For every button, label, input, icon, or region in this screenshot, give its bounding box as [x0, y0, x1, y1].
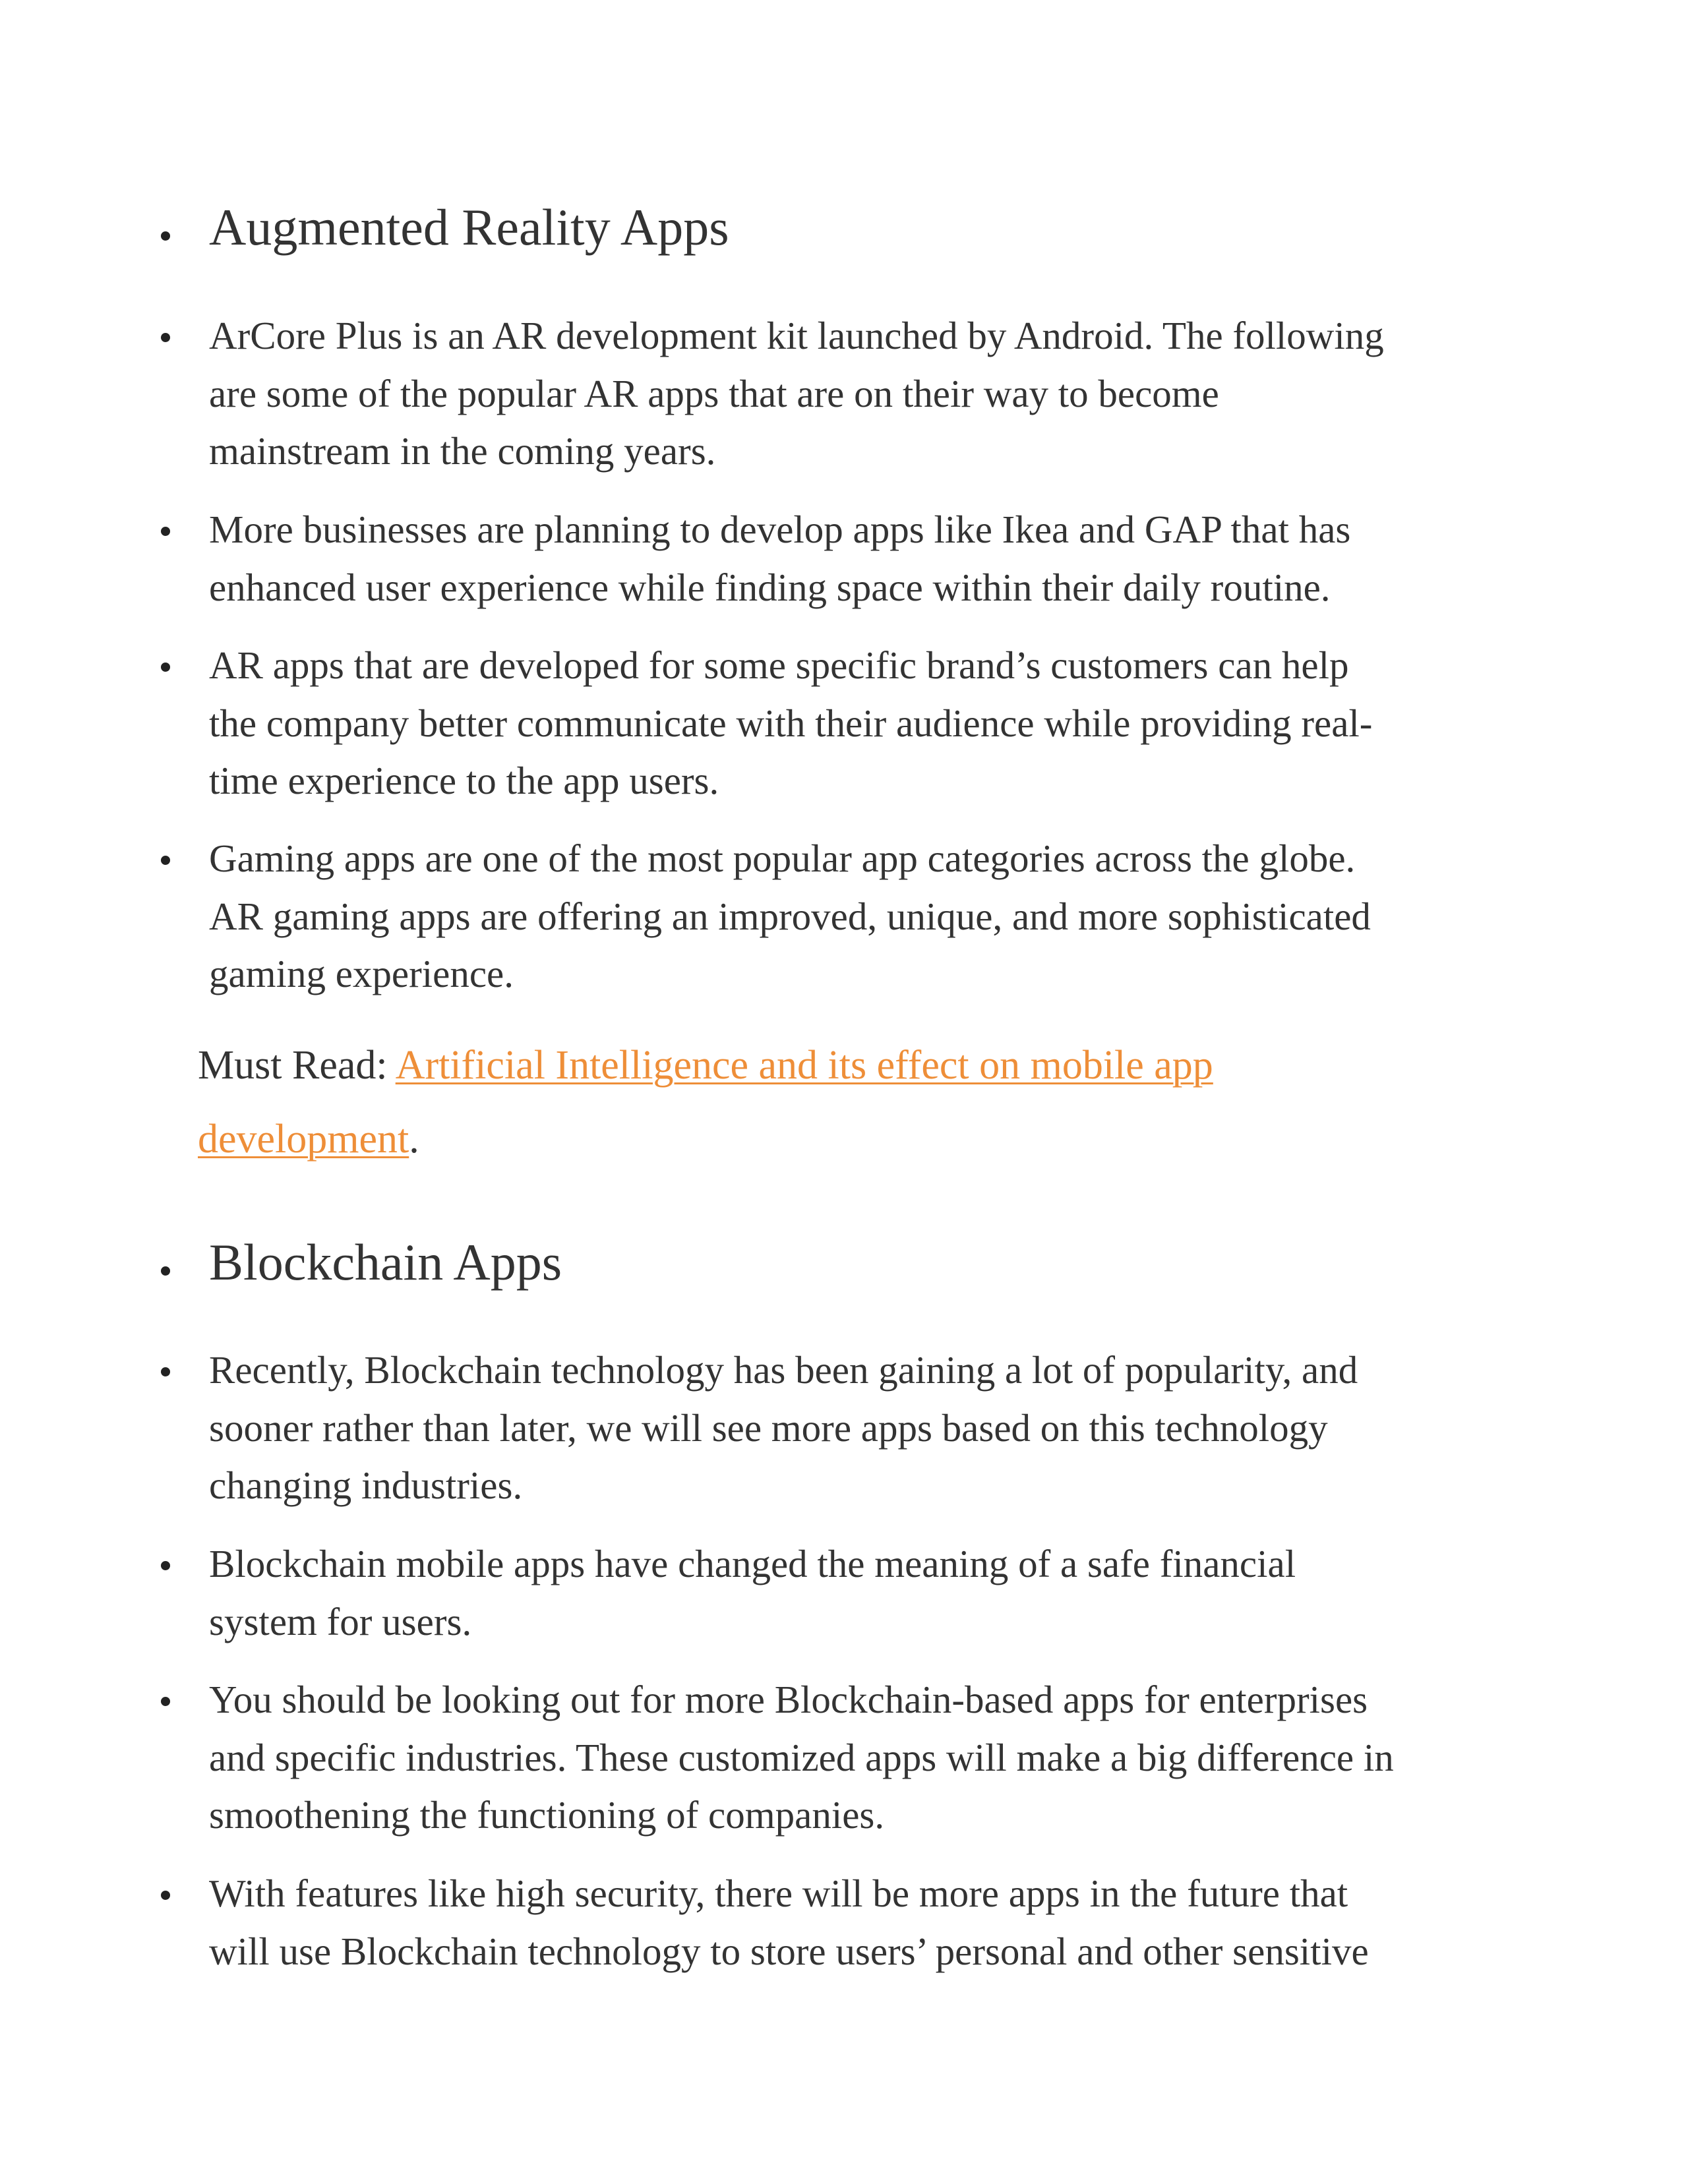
list-item: Recently, Blockchain technology has been gaining a lot of popularity, and sooner rather than later, we will see more apps based on this technology changing industries.	[209, 1348, 1358, 1507]
must-read-prefix: Must Read:	[198, 1043, 396, 1088]
must-read-suffix: .	[409, 1117, 419, 1162]
list-item: You should be looking out for more Blockchain-based apps for enterprises and specific industries. These customized apps will make a big difference in smoothening the functioning of companies.	[209, 1678, 1394, 1837]
must-read-paragraph	[198, 1028, 1517, 1176]
list-item: ArCore Plus is an AR development kit launched by Android. The following are some of the popular AR apps that are on their way to become mainstream in the coming years.	[209, 314, 1384, 473]
list-item: Gaming apps are one of the most popular app categories across the globe. AR gaming apps are offering an improved, unique, and more sophisticated gaming experience.	[209, 837, 1371, 995]
bullet-dot	[161, 333, 170, 342]
list-item: AR apps that are developed for some specific brand’s customers can help the company better communicate with their audience while providing real- time experience to the app users.	[209, 643, 1373, 802]
list-item: With features like high security, there will be more apps in the future that will use Blockchain technology to store users’ personal and other sensitive	[209, 1872, 1369, 1973]
bullet-dot	[161, 663, 170, 672]
bullet-dot	[161, 1891, 170, 1900]
bullet-dot	[161, 856, 170, 865]
must-read-link[interactable]: Artificial Intelligence and its effect on mobile app	[395, 1043, 1213, 1088]
list-item: Blockchain mobile apps have changed the meaning of a safe financial system for users.	[209, 1542, 1296, 1643]
bullet-dot	[161, 527, 170, 536]
bullet-dot	[161, 231, 170, 241]
bullet-dot	[161, 1266, 170, 1276]
bullet-dot	[161, 1561, 170, 1570]
list-item: More businesses are planning to develop apps like Ikea and GAP that has enhanced user experience while finding space within their daily routine.	[209, 508, 1351, 609]
must-read-link-continued[interactable]: development	[198, 1117, 409, 1162]
section-heading-blockchain: Blockchain Apps	[209, 1233, 562, 1291]
bullet-dot	[161, 1697, 170, 1706]
section-heading-augmented-reality: Augmented Reality Apps	[209, 198, 729, 256]
bullet-dot	[161, 1367, 170, 1376]
